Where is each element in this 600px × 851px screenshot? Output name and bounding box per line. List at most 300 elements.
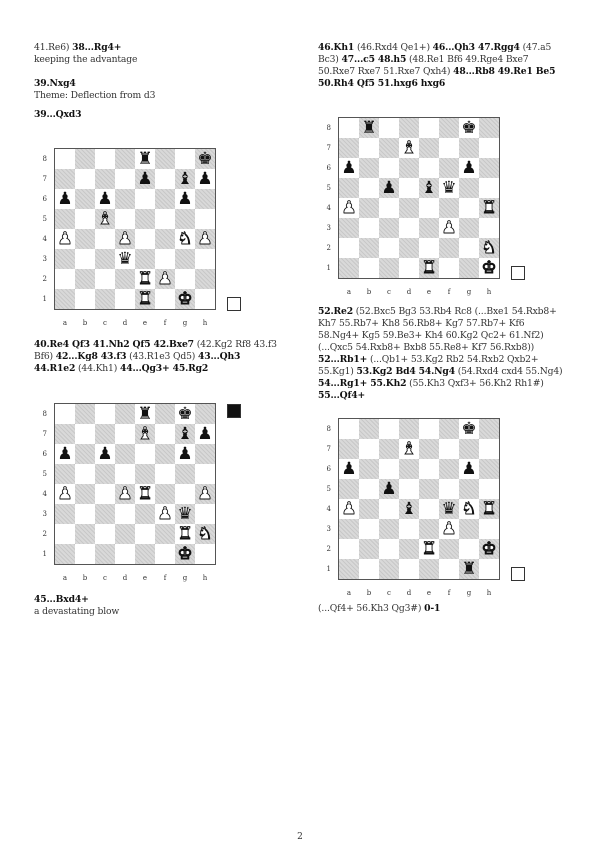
square-g5: [175, 464, 195, 484]
square-d1: [115, 289, 135, 309]
square-f7: [155, 169, 175, 189]
rank-label: 7: [326, 144, 331, 152]
black-king-icon: ♚: [461, 118, 477, 138]
square-f2: [155, 524, 175, 544]
square-b6: [359, 158, 379, 178]
square-e1: [419, 559, 439, 579]
rank-label: 4: [326, 505, 331, 513]
white-pawn-icon: ♟: [57, 484, 73, 504]
rank-label: 7: [42, 175, 47, 183]
square-h6: [479, 158, 499, 178]
square-e3: [135, 249, 155, 269]
square-d7: [115, 424, 135, 444]
file-label: h: [486, 589, 492, 597]
square-a3: [339, 218, 359, 238]
square-b3: [359, 519, 379, 539]
left-top-note: 41.Re6) 38...Rg4+ keeping the advantage: [34, 42, 138, 65]
file-label: a: [62, 319, 68, 327]
square-b4: [359, 198, 379, 218]
square-h5: [195, 209, 215, 229]
white-knight-icon: ♞: [197, 524, 213, 544]
white-pawn-icon: ♟: [441, 519, 457, 539]
file-label: d: [406, 589, 412, 597]
white-bishop-icon: ♝: [137, 424, 153, 444]
square-e4: [419, 499, 439, 519]
square-e8: [419, 419, 439, 439]
square-b7: [75, 424, 95, 444]
black-pawn-icon: ♟: [177, 444, 193, 464]
side-to-move-indicator: [227, 297, 241, 311]
final-line: (...Qf4+ 56.Kh3 Qg3#) 0-1: [318, 603, 441, 614]
square-b1: [359, 258, 379, 278]
white-rook-icon: ♜: [137, 289, 153, 309]
square-b5: [75, 209, 95, 229]
square-d3: [399, 218, 419, 238]
chessboard: [42, 148, 216, 327]
square-b8: [359, 419, 379, 439]
square-h1: [195, 289, 215, 309]
square-f5: [439, 479, 459, 499]
rank-label: 5: [326, 184, 331, 192]
square-f1: [155, 289, 175, 309]
move-45-black: 45...Bxd4+ a devastating blow: [34, 594, 120, 617]
square-c2: [379, 238, 399, 258]
square-c1: [379, 559, 399, 579]
file-label: c: [387, 589, 391, 597]
square-a8: [339, 419, 359, 439]
square-a8: [339, 118, 359, 138]
rank-label: 8: [42, 155, 47, 163]
white-king-icon: ♚: [481, 258, 497, 278]
square-g3: [459, 218, 479, 238]
square-c1: [95, 544, 115, 564]
square-e5: [135, 209, 155, 229]
square-f8: [439, 118, 459, 138]
white-bishop-icon: ♝: [401, 138, 417, 158]
square-c8: [379, 118, 399, 138]
square-b8: [75, 149, 95, 169]
white-rook-icon: ♜: [481, 198, 497, 218]
white-king-icon: ♚: [177, 544, 193, 564]
square-c7: [95, 169, 115, 189]
square-b2: [359, 539, 379, 559]
square-c8: [95, 149, 115, 169]
square-g5: [459, 178, 479, 198]
square-h7: [479, 439, 499, 459]
rank-label: 3: [326, 224, 331, 232]
square-b1: [359, 559, 379, 579]
rank-label: 2: [326, 545, 331, 553]
black-queen-icon: ♛: [117, 249, 133, 269]
file-label: d: [122, 574, 128, 582]
square-b5: [75, 464, 95, 484]
file-label: g: [466, 288, 472, 296]
white-knight-icon: ♞: [177, 229, 193, 249]
file-label: b: [82, 574, 88, 582]
theme-label: Theme: Deflection from d3: [34, 90, 156, 101]
black-bishop-icon: ♝: [177, 169, 193, 189]
square-h2: [195, 269, 215, 289]
file-label: e: [142, 319, 148, 327]
rank-label: 6: [42, 195, 47, 203]
square-d1: [115, 544, 135, 564]
square-d3: [115, 504, 135, 524]
square-a7: [55, 424, 75, 444]
square-f7: [439, 439, 459, 459]
square-e6: [135, 189, 155, 209]
square-d8: [115, 404, 135, 424]
square-a1: [339, 559, 359, 579]
square-g4: [459, 198, 479, 218]
square-d1: [399, 559, 419, 579]
black-rook-icon: ♜: [461, 559, 477, 579]
side-to-move-indicator: [511, 266, 525, 280]
white-pawn-icon: ♟: [157, 504, 173, 524]
black-bishop-icon: ♝: [177, 424, 193, 444]
square-f1: [439, 559, 459, 579]
square-g2: [175, 269, 195, 289]
white-pawn-icon: ♟: [157, 269, 173, 289]
square-h6: [195, 444, 215, 464]
square-f8: [155, 149, 175, 169]
square-e7: [419, 439, 439, 459]
file-label: b: [366, 589, 372, 597]
square-a7: [339, 439, 359, 459]
square-g5: [459, 479, 479, 499]
square-a7: [55, 169, 75, 189]
square-c4: [95, 229, 115, 249]
white-knight-icon: ♞: [461, 499, 477, 519]
black-pawn-icon: ♟: [97, 444, 113, 464]
square-b4: [359, 499, 379, 519]
square-f2: [439, 539, 459, 559]
square-a3: [55, 504, 75, 524]
square-g8: [175, 149, 195, 169]
square-d7: [115, 169, 135, 189]
black-pawn-icon: ♟: [57, 189, 73, 209]
rank-label: 6: [42, 450, 47, 458]
square-d4: [399, 198, 419, 218]
square-h3: [479, 519, 499, 539]
square-c5: [95, 464, 115, 484]
file-label: g: [182, 319, 188, 327]
black-pawn-icon: ♟: [381, 479, 397, 499]
square-h1: [479, 559, 499, 579]
square-b6: [75, 444, 95, 464]
rank-label: 7: [326, 445, 331, 453]
white-rook-icon: ♜: [421, 258, 437, 278]
square-c2: [379, 539, 399, 559]
rank-label: 8: [326, 124, 331, 132]
square-b2: [75, 524, 95, 544]
file-label: d: [406, 288, 412, 296]
white-rook-icon: ♜: [481, 499, 497, 519]
white-knight-icon: ♞: [481, 238, 497, 258]
square-f7: [439, 138, 459, 158]
square-a1: [55, 544, 75, 564]
black-pawn-icon: ♟: [197, 169, 213, 189]
square-b6: [75, 189, 95, 209]
file-label: a: [346, 589, 352, 597]
file-label: h: [202, 319, 208, 327]
square-a3: [339, 519, 359, 539]
file-label: a: [62, 574, 68, 582]
rank-label: 6: [326, 164, 331, 172]
square-h8: [479, 419, 499, 439]
square-f4: [155, 484, 175, 504]
square-h8: [195, 404, 215, 424]
square-c3: [379, 519, 399, 539]
square-g4: [175, 484, 195, 504]
square-h6: [195, 189, 215, 209]
mid-move-text: 40.Re4 Qf3 41.Nh2 Qf5 42.Bxe7 (42.Kg2 Rf8 43.f3 Bf6) 42...Kg8 43.f3 (43.R1e3 Qd5) 43...Qh3 44.R1e2 (44.Kh1) 44...Qg3+ 45.Rg2: [34, 339, 277, 374]
white-pawn-icon: ♟: [197, 229, 213, 249]
square-g3: [175, 249, 195, 269]
square-b3: [75, 249, 95, 269]
square-e6: [419, 158, 439, 178]
square-g5: [175, 209, 195, 229]
white-bishop-icon: ♝: [401, 439, 417, 459]
file-label: f: [163, 319, 167, 327]
rank-label: 5: [42, 470, 47, 478]
white-rook-icon: ♜: [137, 269, 153, 289]
square-b6: [359, 459, 379, 479]
square-g7: [459, 439, 479, 459]
black-queen-icon: ♛: [177, 504, 193, 524]
square-d2: [399, 539, 419, 559]
black-king-icon: ♚: [197, 149, 213, 169]
square-h3: [479, 218, 499, 238]
right-top-moves: 46.Kh1 (46.Rxd4 Qe1+) 46...Qh3 47.Rgg4 (47.a5 Bc3) 47...c5 48.h5 (48.Re1 Bf6 49.Rge4 Bxe7 50.Rxe7 Rxe7 51.Rxe7 Qxh4) 48...Rb8 49.Re1 Be5 50.Rh4 Qf5 51.hxg6 hxg6: [318, 42, 556, 89]
square-e2: [419, 238, 439, 258]
square-d2: [399, 238, 419, 258]
square-e3: [419, 519, 439, 539]
white-king-icon: ♚: [177, 289, 193, 309]
square-f1: [155, 544, 175, 564]
square-d3: [399, 519, 419, 539]
square-g1: [459, 258, 479, 278]
black-king-icon: ♚: [177, 404, 193, 424]
white-pawn-icon: ♟: [117, 229, 133, 249]
chess-diagram-2: [42, 403, 216, 582]
square-b4: [75, 229, 95, 249]
square-e4: [135, 229, 155, 249]
rank-label: 2: [42, 530, 47, 538]
white-pawn-icon: ♟: [197, 484, 213, 504]
square-a1: [339, 258, 359, 278]
file-label: f: [447, 288, 451, 296]
black-pawn-icon: ♟: [177, 189, 193, 209]
square-c2: [95, 524, 115, 544]
rank-label: 4: [42, 490, 47, 498]
square-a5: [339, 178, 359, 198]
square-b8: [75, 404, 95, 424]
square-a2: [55, 524, 75, 544]
black-rook-icon: ♜: [137, 149, 153, 169]
square-b5: [359, 178, 379, 198]
square-h5: [195, 464, 215, 484]
square-d2: [115, 269, 135, 289]
white-pawn-icon: ♟: [57, 229, 73, 249]
square-h7: [479, 138, 499, 158]
square-g2: [459, 539, 479, 559]
square-c3: [95, 249, 115, 269]
white-bishop-icon: ♝: [97, 209, 113, 229]
rank-label: 1: [326, 565, 331, 573]
square-e5: [419, 479, 439, 499]
square-e5: [135, 464, 155, 484]
rank-label: 3: [42, 255, 47, 263]
black-king-icon: ♚: [461, 419, 477, 439]
square-c8: [95, 404, 115, 424]
square-b1: [75, 289, 95, 309]
square-c4: [379, 198, 399, 218]
square-f5: [155, 464, 175, 484]
square-a2: [339, 539, 359, 559]
black-queen-icon: ♛: [441, 178, 457, 198]
black-bishop-icon: ♝: [401, 499, 417, 519]
rank-label: 5: [326, 485, 331, 493]
black-pawn-icon: ♟: [341, 459, 357, 479]
white-rook-icon: ♜: [177, 524, 193, 544]
rank-label: 4: [42, 235, 47, 243]
white-rook-icon: ♜: [137, 484, 153, 504]
square-d5: [115, 464, 135, 484]
game-result: 0-1: [424, 603, 441, 614]
square-c3: [379, 218, 399, 238]
move-39: 39.Nxg4 Theme: Deflection from d3: [34, 78, 156, 101]
square-b7: [75, 169, 95, 189]
square-d6: [399, 459, 419, 479]
black-rook-icon: ♜: [361, 118, 377, 138]
square-b4: [75, 484, 95, 504]
square-d8: [399, 118, 419, 138]
square-f8: [155, 404, 175, 424]
rank-label: 5: [42, 215, 47, 223]
square-e4: [419, 198, 439, 218]
square-g2: [459, 238, 479, 258]
square-f7: [155, 424, 175, 444]
square-f4: [155, 229, 175, 249]
square-h3: [195, 504, 215, 524]
page-number: 2: [297, 832, 303, 842]
square-a5: [55, 209, 75, 229]
square-d5: [399, 479, 419, 499]
square-c2: [95, 269, 115, 289]
square-d6: [115, 444, 135, 464]
square-b3: [359, 218, 379, 238]
rank-label: 4: [326, 204, 331, 212]
square-a1: [55, 289, 75, 309]
black-queen-icon: ♛: [441, 499, 457, 519]
rank-label: 7: [42, 430, 47, 438]
square-e3: [419, 218, 439, 238]
side-to-move-indicator: [511, 567, 525, 581]
rank-label: 1: [42, 295, 47, 303]
square-b3: [75, 504, 95, 524]
rank-label: 8: [326, 425, 331, 433]
file-label: f: [447, 589, 451, 597]
square-d8: [399, 419, 419, 439]
file-label: c: [103, 574, 107, 582]
square-f1: [439, 258, 459, 278]
black-pawn-icon: ♟: [461, 459, 477, 479]
white-rook-icon: ♜: [421, 539, 437, 559]
square-f3: [155, 249, 175, 269]
square-g7: [459, 138, 479, 158]
square-a2: [55, 269, 75, 289]
file-label: b: [82, 319, 88, 327]
black-pawn-icon: ♟: [197, 424, 213, 444]
file-label: g: [182, 574, 188, 582]
square-e6: [135, 444, 155, 464]
black-pawn-icon: ♟: [381, 178, 397, 198]
square-c7: [379, 439, 399, 459]
square-a2: [339, 238, 359, 258]
square-a5: [55, 464, 75, 484]
chess-diagram-3: [326, 117, 500, 296]
white-pawn-icon: ♟: [117, 484, 133, 504]
black-bishop-icon: ♝: [421, 178, 437, 198]
rank-label: 1: [326, 264, 331, 272]
square-f2: [439, 238, 459, 258]
square-g3: [459, 519, 479, 539]
square-h3: [195, 249, 215, 269]
square-b1: [75, 544, 95, 564]
black-rook-icon: ♜: [137, 404, 153, 424]
file-label: d: [122, 319, 128, 327]
file-label: e: [426, 589, 432, 597]
square-h5: [479, 178, 499, 198]
square-f8: [439, 419, 459, 439]
file-label: e: [426, 288, 432, 296]
square-h1: [195, 544, 215, 564]
square-d5: [115, 209, 135, 229]
square-c3: [95, 504, 115, 524]
chessboard: [326, 418, 500, 597]
side-to-move-indicator: [227, 404, 241, 418]
square-e8: [419, 118, 439, 138]
black-pawn-icon: ♟: [57, 444, 73, 464]
square-e7: [419, 138, 439, 158]
file-label: h: [202, 574, 208, 582]
square-f6: [439, 158, 459, 178]
square-b2: [359, 238, 379, 258]
rank-label: 2: [326, 244, 331, 252]
chess-diagram-4: [326, 418, 500, 597]
rank-label: 2: [42, 275, 47, 283]
chessboard: [42, 403, 216, 582]
right-mid-moves: 52.Re2 (52.Bxc5 Bg3 53.Rb4 Rc8 (...Bxe1 54.Rxb8+ Kh7 55.Rb7+ Kh8 56.Rb8+ Kg7 57.Rb7+ Kf6 58.Ng4+ Kg5 59.Be3+ Kh4 60.Kg2 Qc2+ 61.Nf2) (...Qxc5 54.Rxb8+ Bxb8 55.Re8+ Kf7 56.Rxb8)) 52...Rb1+ (...Qb1+ 53.Kg2 Rb2 54.Rxb2 Qxb2+ 55.Kg1) 53.Kg2 Bd4 54.Ng4 (54.Rxd4 cxd4 55.Ng4) 54...Rg1+ 55.Kh2 (55.Kh3 Qxf3+ 56.Kh2 Rh1#) 55...Qf4+: [318, 306, 563, 401]
rank-label: 1: [42, 550, 47, 558]
file-label: a: [346, 288, 352, 296]
file-label: c: [387, 288, 391, 296]
move-39-black: 39...Qxd3: [34, 109, 82, 120]
square-b7: [359, 138, 379, 158]
square-f4: [439, 198, 459, 218]
square-d2: [115, 524, 135, 544]
square-c6: [379, 158, 399, 178]
white-pawn-icon: ♟: [341, 499, 357, 519]
square-d6: [399, 158, 419, 178]
square-c1: [379, 258, 399, 278]
square-c4: [95, 484, 115, 504]
white-pawn-icon: ♟: [441, 218, 457, 238]
square-b2: [75, 269, 95, 289]
square-d8: [115, 149, 135, 169]
square-c7: [95, 424, 115, 444]
square-c6: [379, 459, 399, 479]
